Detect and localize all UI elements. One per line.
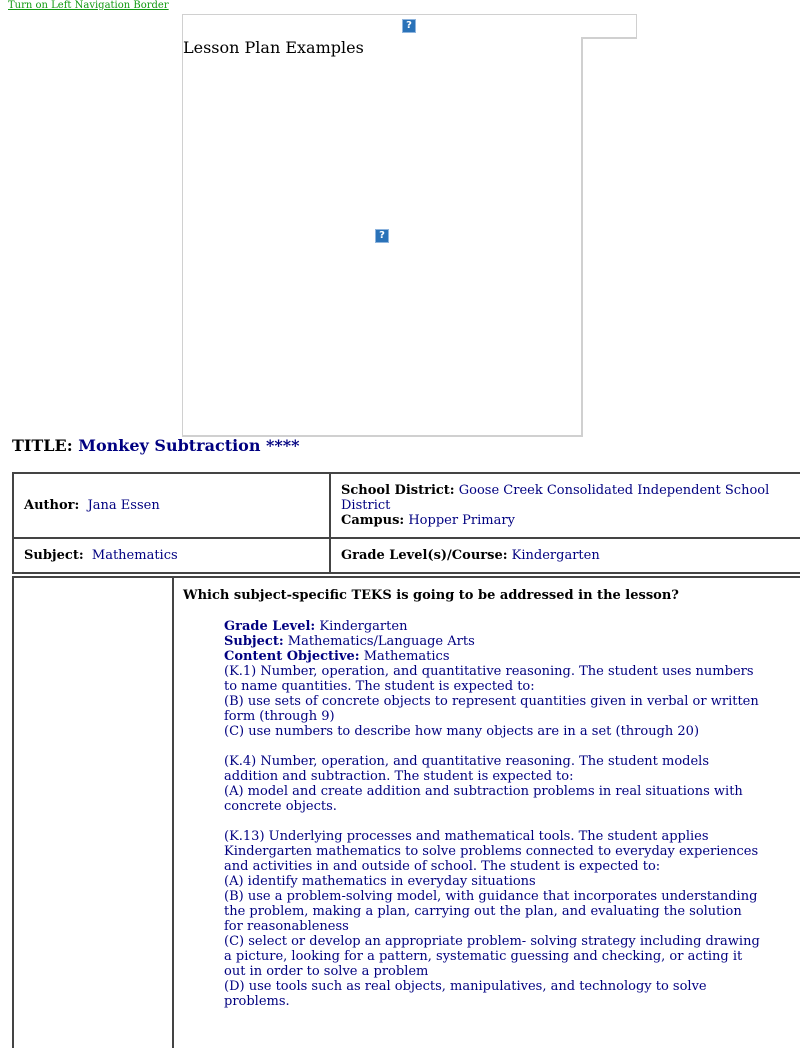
teks-k13-d: (D) use tools such as real objects, manipulatives, and technology to solve problems. (224, 979, 707, 1009)
teks-k4-a: (A) model and create addition and subtraction problems in real situations with concrete objects. (224, 784, 743, 814)
grade-level-label: Grade Level: (224, 619, 316, 634)
author-cell (13, 473, 330, 538)
author-value: Jana Essen (87, 498, 160, 513)
content-objective-label: Content Objective: (224, 649, 360, 664)
content-objective-value: Mathematics (363, 649, 450, 664)
subject-cell (13, 538, 330, 573)
teks-table (12, 576, 800, 1048)
teks-k1-c: (C) use numbers to describe how many objects are in a set (through 20) (224, 724, 700, 739)
spacer (224, 739, 764, 754)
banner-frame (182, 14, 637, 39)
teks-left-cell (13, 577, 173, 1048)
teks-body (224, 619, 764, 1009)
subject-value: Mathematics (91, 548, 178, 563)
broken-image-icon: ? (402, 19, 416, 33)
teks-content-cell (173, 577, 800, 1048)
teks-subject-label: Subject: (224, 634, 284, 649)
teks-subject-value: Mathematics/Language Arts (287, 634, 475, 649)
teks-row (13, 577, 800, 1048)
grade-cell (330, 538, 800, 573)
teks-k13-a: (A) identify mathematics in everyday situations (224, 874, 536, 889)
info-row (13, 538, 800, 573)
grade-label: Grade Level(s)/Course: (341, 548, 508, 563)
title-label: TITLE: (12, 436, 73, 455)
toggle-left-navigation-link[interactable]: Turn on Left Navigation Border (8, 0, 169, 11)
district-cell (330, 473, 800, 538)
campus-label: Campus: (341, 513, 405, 528)
teks-k13-c: (C) select or develop an appropriate problem- solving strategy including drawing a picture, looking for a pattern, systematic guessing and checking, or acting it out in order to solve a problem (224, 934, 760, 979)
teks-k1-heading: (K.1) Number, operation, and quantitative reasoning. The student uses numbers to name quantities. The student is expected to: (224, 664, 754, 694)
title-value: Monkey Subtraction **** (78, 436, 300, 455)
broken-image-icon: ? (375, 229, 389, 243)
teks-k13-b: (B) use a problem-solving model, with guidance that incorporates understanding the problem, making a plan, carrying out the plan, and evaluating the solution for reasonableness (224, 889, 758, 934)
teks-k4-heading: (K.4) Number, operation, and quantitative reasoning. The student models addition and subtraction. The student is expected to: (224, 754, 710, 784)
district-label: School District: (341, 483, 455, 498)
teks-k13-heading: (K.13) Underlying processes and mathematical tools. The student applies Kindergarten mathematics to solve problems connected to everyday experiences and activities in and outside of school. The student is expected to: (224, 829, 759, 874)
spacer (224, 814, 764, 829)
info-row (13, 473, 800, 538)
teks-k1-b: (B) use sets of concrete objects to represent quantities given in verbal or written form (through 9) (224, 694, 759, 724)
lesson-plan-examples-panel (182, 37, 583, 437)
district-value: Goose Creek Consolidated Independent School District (341, 483, 770, 513)
grade-level-value: Kindergarten (319, 619, 408, 634)
campus-value: Hopper Primary (408, 513, 515, 528)
subject-label: Subject: (24, 548, 84, 563)
lesson-info-table (12, 472, 800, 574)
author-label: Author: (24, 498, 80, 513)
grade-value: Kindergarten (511, 548, 600, 563)
page-title (12, 436, 300, 456)
lesson-panel-title: Lesson Plan Examples (183, 38, 364, 57)
teks-question: Which subject-specific TEKS is going to be addressed in the lesson? (183, 588, 679, 603)
